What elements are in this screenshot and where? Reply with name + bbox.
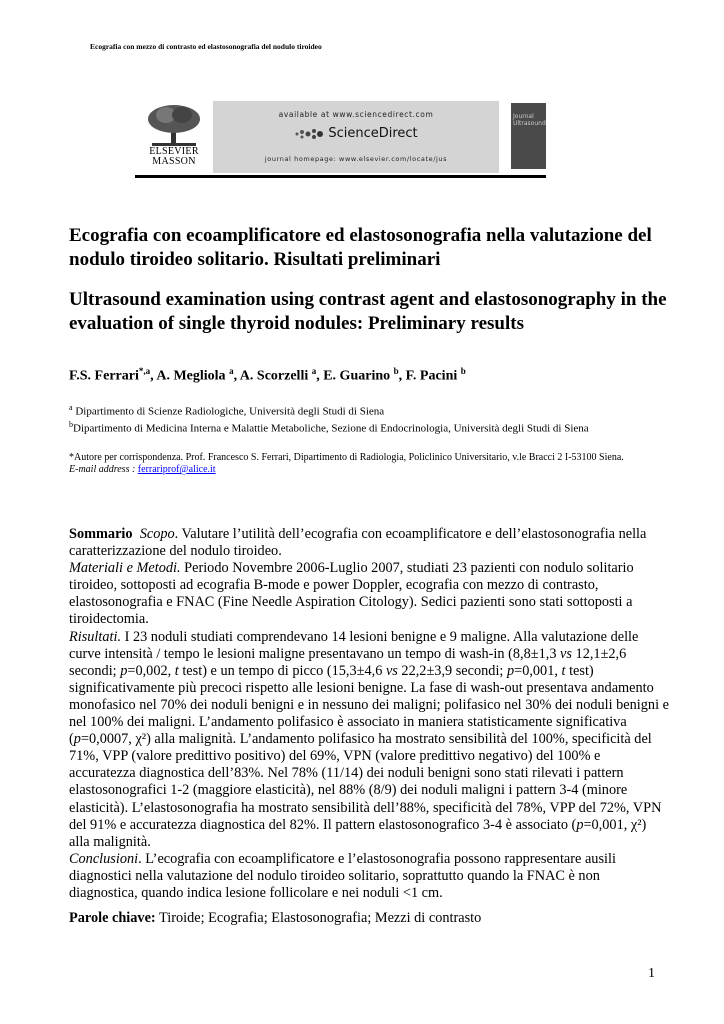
metodi-text: Periodo Novembre 2006-Luglio 2007, studiati 23 pazienti con nodulo solitario tiroideo, sottoposti ad ecografia B-mode e power Doppler, ecografia con mezzo di contrasto, elastosonografia e FNAC (Fine Needle Aspiration Citology). Sedici pazienti sono stati sottoposti a tiroidectomia. bbox=[69, 560, 634, 628]
italic-t: t bbox=[174, 662, 179, 679]
risultati-text: =0,001, χ²) alla malignità. bbox=[69, 816, 647, 850]
author-affiliation-mark: a bbox=[229, 366, 234, 376]
risultati-text: =0,002, bbox=[127, 662, 175, 679]
author-affiliation-mark: a bbox=[311, 366, 317, 376]
correspondence-note bbox=[69, 452, 669, 476]
elsevier-tree-icon bbox=[144, 103, 204, 147]
italic-p: p bbox=[576, 816, 584, 833]
email-label: E-mail address : bbox=[69, 464, 138, 475]
affiliation-mark: b bbox=[69, 420, 73, 429]
affiliation-text: Dipartimento di Medicina Interna e Malattie Metaboliche, Sezione di Endocrinologia, Università degli Studi di Siena bbox=[73, 422, 589, 435]
author-name: A. Scorzelli bbox=[239, 368, 309, 384]
risultati-label: Risultati. bbox=[69, 628, 122, 645]
banner-rule bbox=[135, 175, 546, 178]
italic-t: t bbox=[561, 662, 566, 679]
affiliation-a bbox=[69, 403, 384, 418]
keywords-text: Tiroide; Ecografia; Elastosonografia; Mezzi di contrasto bbox=[155, 910, 482, 926]
title-italian: Ecografia con ecoamplificatore ed elastosonografia nella valutazione del nodulo tiroideo solitario. Risultati preliminari bbox=[69, 225, 652, 270]
italic-vs: vs bbox=[560, 645, 572, 662]
page-number: 1 bbox=[648, 966, 655, 981]
author-name: E. Guarino bbox=[323, 368, 391, 384]
title-english: Ultrasound examination using contrast agent and elastosonography in the evaluation of single thyroid nodules: Preliminary results bbox=[69, 289, 667, 334]
italic-p: p bbox=[120, 662, 128, 679]
affiliation-mark: a bbox=[69, 403, 73, 412]
journal-homepage-text[interactable]: journal homepage: www.elsevier.com/locate/jus bbox=[264, 155, 448, 163]
publisher-line-1: ELSEVIER bbox=[149, 146, 199, 157]
risultati-text: 22,2±3,9 secondi; bbox=[397, 662, 507, 679]
running-head: Ecografia con mezzo di contrasto ed elastosonografia del nodulo tiroideo bbox=[90, 42, 322, 51]
correspondence-text: *Autore per corrispondenza. Prof. Francesco S. Ferrari, Dipartimento di Radiologia, Policlinico Universitario, v.le Bracci 2 I-53100 Siena. bbox=[69, 452, 624, 463]
author-affiliation-mark: b bbox=[460, 366, 466, 376]
journal-cover bbox=[511, 103, 546, 169]
conclusioni-label: Conclusioni bbox=[69, 850, 139, 867]
risultati-text: =0,0007, χ²) alla malignità. L’andamento polifasico ha mostrato sensibilità del 100%, specificità del 71%, VPP (valore predittivo positivo) del 69%, VPN (valore predittivo negativo) del 100% e accuratezza diagnostica dell’83%. Nel 78% (11/14) dei noduli benigni sono stati rilevati i pattern elastosonografici 1-2 (maggiore elasticità), nel 88% (8/9) dei noduli maligni i pattern 3-4 (minore elasticità). L’elastosonografia ha mostrato sensibilità dell’88%, specificità del 78%, VPP del 72%, VPN del 91% e accuratezza diagnostica del 82%. Il pattern elastosonografico 3-4 è associato ( bbox=[69, 731, 662, 833]
author-affiliation-mark: *,a bbox=[138, 366, 151, 376]
elsevier-logo bbox=[135, 101, 213, 173]
sciencedirect-panel bbox=[213, 101, 499, 173]
sciencedirect-brand: ScienceDirect bbox=[328, 126, 418, 141]
conclusioni-text: . L’ecografia con ecoamplificatore e l’elastosonografia possono rappresentare ausili diagnostici nella valutazione del nodulo tiroideo solitario, soprattutto quando la FNAC è non diagnostica, quando indica lesione follicolare e nei noduli <1 cm. bbox=[69, 850, 616, 901]
italic-p: p bbox=[73, 731, 81, 748]
scopo-text: . Valutare l’utilità dell’ecografia con ecoamplificatore e dell’elastosonografia nella caratterizzazione del nodulo tiroideo. bbox=[69, 526, 647, 560]
journal-cover-title: Journal Ultrasound bbox=[513, 113, 546, 127]
abstract-conclusioni bbox=[69, 851, 669, 902]
abstract-risultati bbox=[69, 629, 669, 851]
author-list: F.S. Ferrari$^{*,a}$, A. Megliola $^a$, A. Scorzelli $^a$, E. Guarino $^b$, F. Pacini $^b$ bbox=[69, 366, 466, 384]
abstract-scopo bbox=[69, 526, 669, 560]
italic-vs: vs bbox=[385, 662, 398, 679]
author-name: F. Pacini bbox=[405, 368, 458, 384]
author-affiliation-mark: b bbox=[393, 366, 399, 376]
available-at-text[interactable]: available at www.sciencedirect.com bbox=[278, 110, 434, 119]
risultati-text: test) e un tempo di picco (15,3±4,6 bbox=[178, 662, 386, 679]
sciencedirect-dots-icon bbox=[294, 127, 324, 141]
author-name: F.S. Ferrari bbox=[69, 368, 139, 384]
risultati-text: I 23 noduli studiati comprendevano 14 lesioni benigne e 9 maligne. Alla valutazione delle curve intensità / tempo le lesioni maligne presentavano un tempo di wash-in (8,8±1,3 bbox=[69, 628, 639, 662]
affiliation-text: Dipartimento di Scienze Radiologiche, Università degli Studi di Siena bbox=[72, 405, 385, 418]
keywords-label: Parole chiave: bbox=[69, 910, 156, 926]
abstract-heading: Sommario bbox=[69, 526, 133, 542]
keywords bbox=[69, 910, 481, 927]
publisher-line-2: MASSON bbox=[152, 156, 196, 167]
author-name: A. Megliola bbox=[156, 368, 226, 384]
journal-banner bbox=[135, 101, 546, 178]
affiliation-b bbox=[69, 420, 589, 435]
metodi-label: Materiali e Metodi. bbox=[69, 560, 181, 577]
italic-p: p bbox=[506, 662, 515, 679]
risultati-text: 12,1±2,6 secondi; bbox=[69, 645, 627, 679]
abstract bbox=[69, 526, 669, 902]
email-link[interactable]: ferrariprof@alice.it bbox=[137, 464, 216, 475]
scopo-label: Scopo bbox=[139, 526, 175, 542]
risultati-text: =0,001, bbox=[514, 662, 562, 679]
risultati-text: test) significativamente più precoci rispetto alle lesioni benigne. La fase di wash-out presentava andamento monofasico nel 70% dei noduli benigni e in nessuno dei maligni; polifasico nel 30% dei noduli benigni e nel 100% dei maligni. L’andamento polifasico è associato in maniera statisticamente significativa ( bbox=[69, 662, 669, 748]
abstract-metodi bbox=[69, 560, 669, 628]
